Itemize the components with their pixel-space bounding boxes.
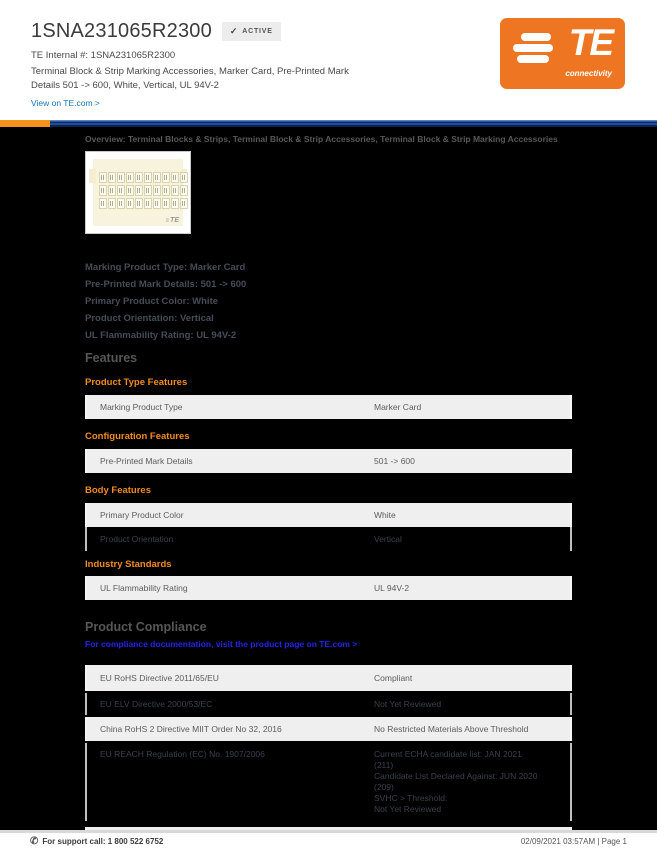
section-title-configuration-features: Configuration Features [85, 431, 190, 442]
footer-date-page: 02/09/2021 03:57AM | Page 1 [520, 837, 627, 846]
marker-number-grid [99, 172, 188, 209]
row-value: Marker Card [374, 402, 422, 412]
divider-orange-segment [0, 120, 50, 127]
row-value [374, 749, 570, 815]
row-label: Product Orientation [100, 534, 174, 544]
header [0, 0, 657, 120]
internal-number: TE Internal #: 1SNA231065R2300 [31, 50, 176, 61]
row-value: UL 94V-2 [374, 583, 410, 593]
status-badge-label: ACTIVE [242, 28, 273, 35]
row-label: Pre-Printed Mark Details [100, 456, 193, 466]
te-card-logo: ≡ TE [166, 217, 179, 224]
table-row [85, 395, 572, 419]
table-row [85, 527, 572, 551]
table-row [85, 665, 572, 691]
row-value: Compliant [374, 673, 413, 683]
brand-divider-bar [0, 120, 657, 127]
section-title-product-type-features: Product Type Features [85, 377, 188, 388]
te-logo-bars-icon [513, 33, 553, 66]
row-label: China RoHS 2 Directive MIIT Order No 32, 2016 [100, 724, 282, 734]
section-title-body-features: Body Features [85, 485, 151, 496]
row-label: EU REACH Regulation (EC) No. 1907/2006 [100, 749, 265, 759]
table-row [85, 449, 572, 473]
status-badge [222, 22, 281, 41]
footer-support-text: For support call: 1 800 522 6752 [42, 837, 164, 846]
te-connectivity-logo [500, 18, 625, 89]
attribute-line: Primary Product Color: White [85, 296, 219, 307]
row-value: White [374, 510, 396, 520]
check-icon: ✓ [229, 26, 239, 36]
row-label: Marking Product Type [100, 402, 183, 412]
marker-card-graphic [93, 159, 183, 226]
reach-value-line: (211) [374, 760, 394, 770]
footer [0, 830, 657, 850]
footer-support [30, 836, 163, 847]
table-row [85, 576, 572, 600]
reach-value-line: Not Yet Reviewed [374, 804, 442, 814]
page-title: 1SNA231065R2300 [31, 20, 212, 42]
row-value: No Restricted Materials Above Threshold [374, 724, 529, 734]
row-label: EU ELV Directive 2000/53/EC [100, 699, 213, 709]
table-row [85, 743, 572, 821]
product-image [85, 151, 191, 234]
attribute-line: UL Flammability Rating: UL 94V-2 [85, 330, 237, 341]
document-body [0, 127, 657, 830]
attribute-summary [85, 259, 572, 344]
reach-value-line: (209) [374, 782, 394, 792]
section-title-industry-standards: Industry Standards [85, 559, 172, 570]
te-logo-text: TE [568, 22, 612, 63]
product-compliance-heading: Product Compliance [85, 620, 207, 634]
row-value: Vertical [374, 534, 402, 544]
breadcrumb: Overview: Terminal Blocks & Strips, Terminal Block & Strip Accessories, Terminal Block & Strip Marking Accessories [85, 134, 558, 144]
row-label: UL Flammability Rating [100, 583, 188, 593]
te-logo-subtext: connectivity [565, 69, 612, 78]
attribute-line: Marking Product Type: Marker Card [85, 262, 246, 273]
row-label: EU RoHS Directive 2011/65/EU [100, 673, 219, 683]
table-row [85, 717, 572, 741]
compliance-table [85, 665, 572, 830]
compliance-documentation-link[interactable]: For compliance documentation, visit the product page on TE.com > [85, 639, 358, 649]
view-on-te-link[interactable]: View on TE.com > [31, 98, 100, 108]
row-value: Not Yet Reviewed [374, 699, 442, 709]
reach-value-line: Candidate List Declared Against: JUN 2020 [374, 771, 538, 781]
divider-blue-segment [50, 120, 657, 127]
phone-icon: ✆ [30, 836, 39, 847]
reach-value-line: SVHC > Threshold: [374, 793, 448, 803]
row-label: Primary Product Color [100, 510, 184, 520]
card-tab-left [89, 169, 96, 183]
product-description: Terminal Block & Strip Marking Accessories, Marker Card, Pre-Printed Mark Details 501 -> 600, White, Vertical, UL 94V-2 [31, 66, 349, 91]
table-row [85, 693, 572, 715]
reach-value-line: Current ECHA candidate list: JAN 2021 [374, 749, 522, 759]
table-row [85, 503, 572, 527]
attribute-line: Pre-Printed Mark Details: 501 -> 600 [85, 279, 247, 290]
row-value: 501 -> 600 [374, 456, 415, 466]
attribute-line: Product Orientation: Vertical [85, 313, 214, 324]
features-heading: Features [85, 351, 138, 365]
